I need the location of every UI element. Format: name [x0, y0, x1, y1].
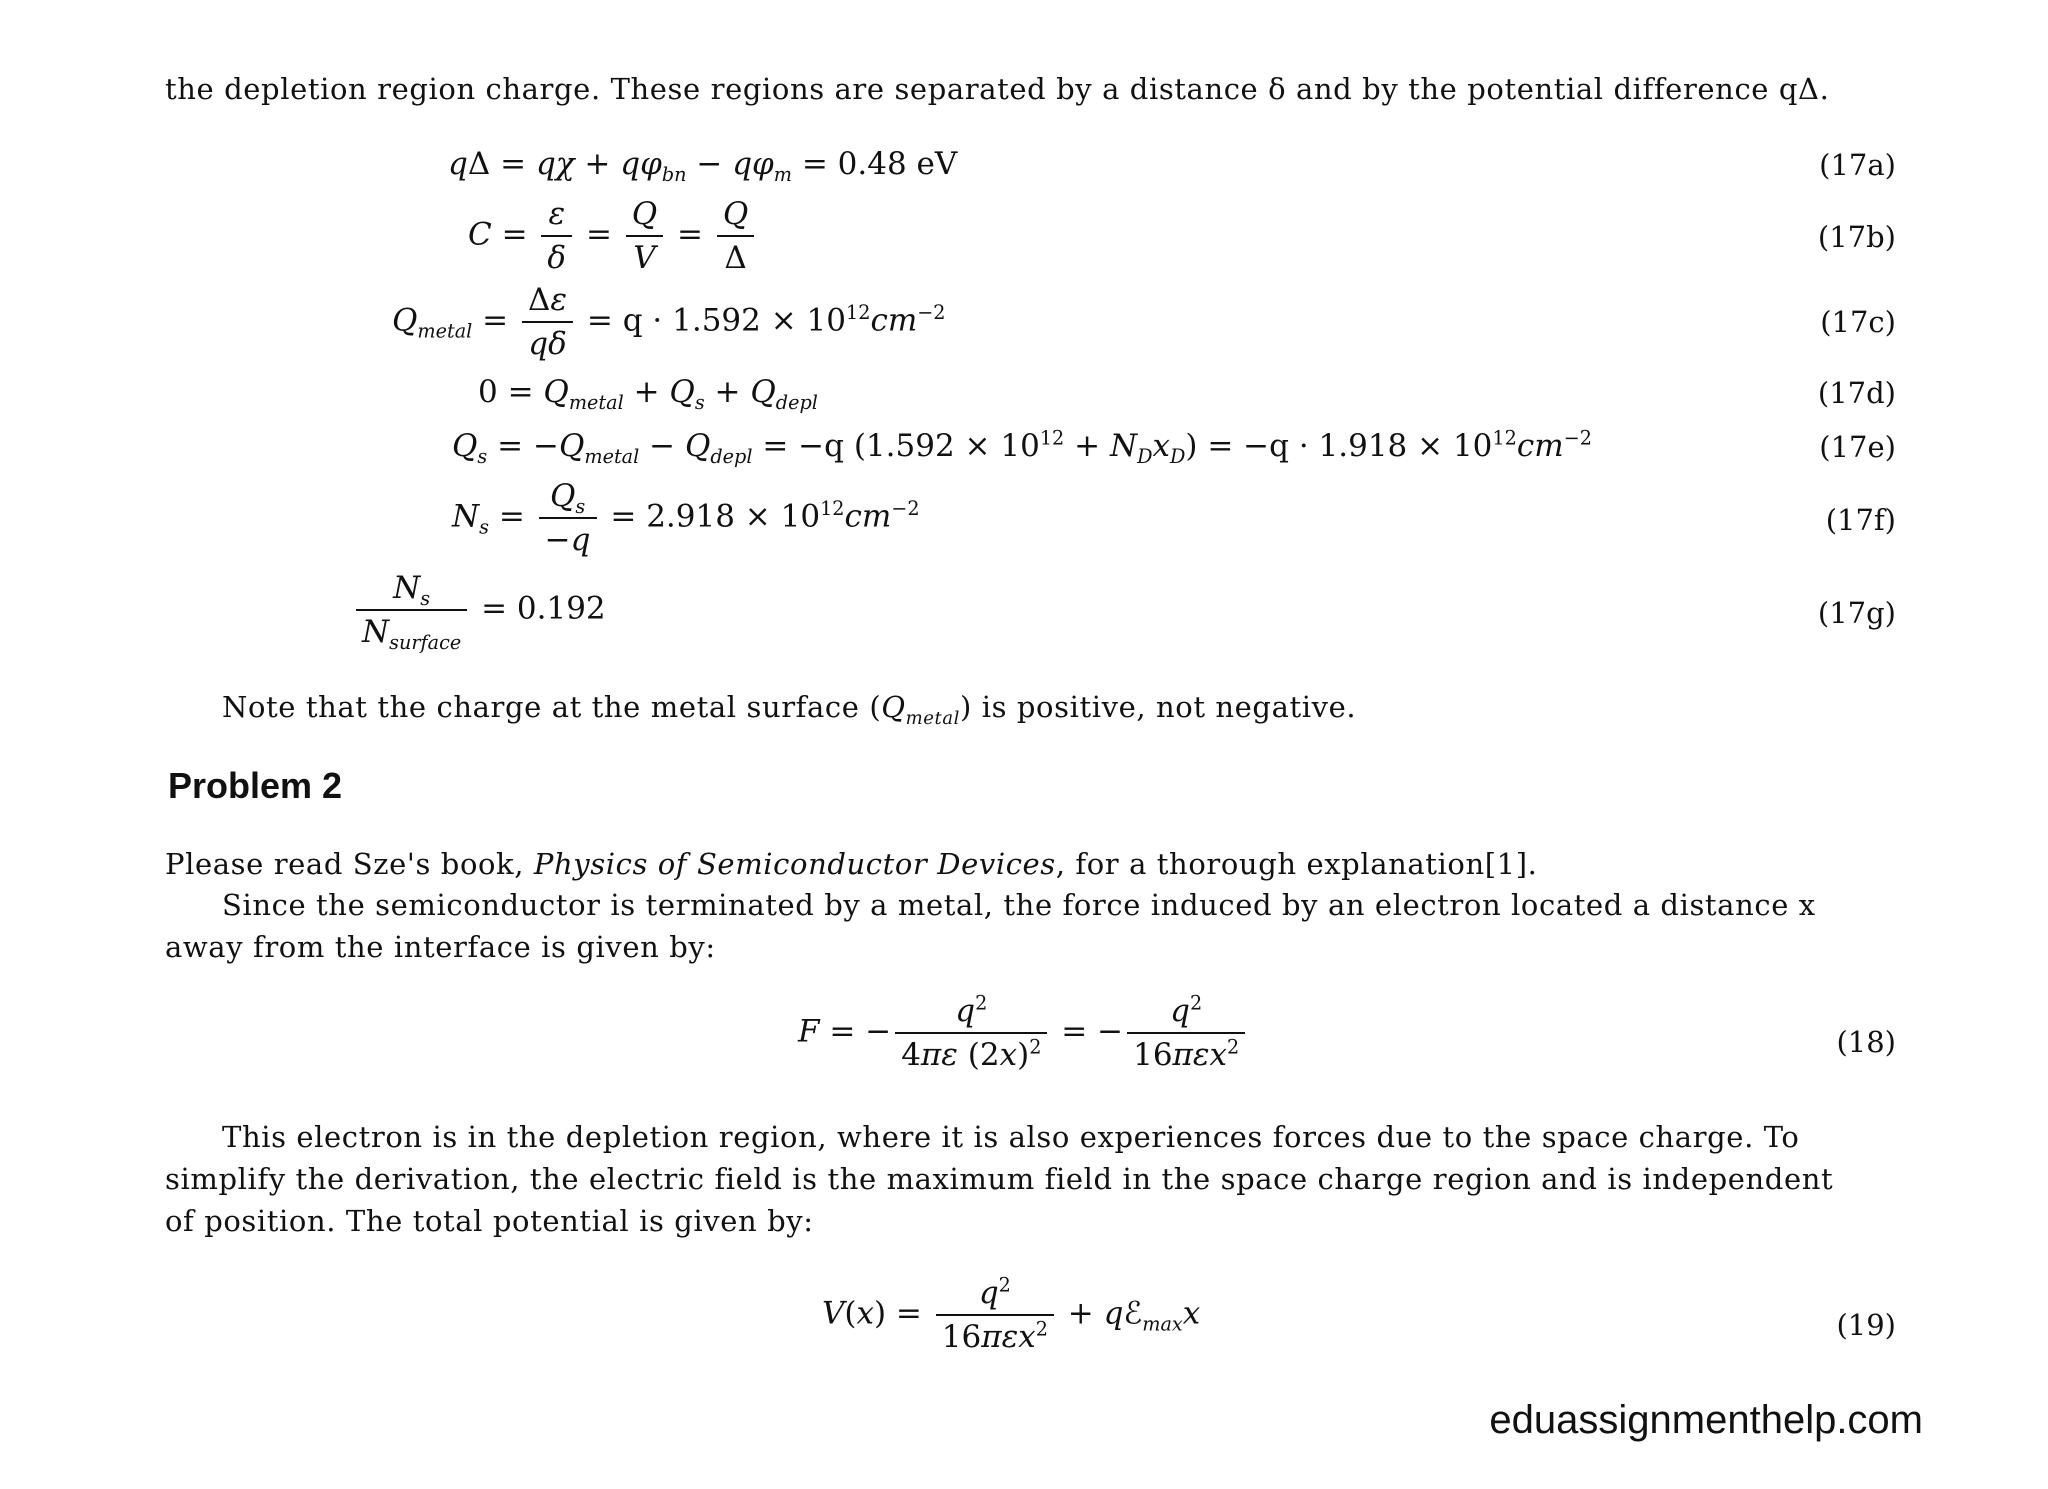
- equation-17a-value: = 0.48 eV: [801, 146, 958, 182]
- equation-18-number: (18): [1836, 1025, 1896, 1059]
- equation-17f-value: = 2.918 × 10: [610, 498, 821, 535]
- paragraph-potential-line1: This electron is in the depletion region, where it is also experiences forces due to the space charge. To: [222, 1120, 1800, 1154]
- equation-17f-number: (17f): [1825, 503, 1896, 537]
- equation-17g: $\frac{N_s}{N_{surface}}$ = 0.192: [352, 570, 606, 650]
- equation-17e-mid: = −q (1.592 × 10: [762, 428, 1040, 464]
- p1-after: , for a thorough explanation[1].: [1055, 847, 1538, 881]
- equation-17b: C = $\frac{\varepsilon}{\delta}$ = $\frac{Q}{V}$ = $\frac{Q}{\Delta}$: [468, 196, 758, 276]
- equation-17f-unit-exp: −2: [891, 497, 920, 521]
- equation-17f-exp: 12: [820, 497, 845, 521]
- equation-19: V(x) = $\frac{q^2}{16\pi\varepsilon x^2}$ + qℰ$_{max}$x: [822, 1273, 1201, 1355]
- note-after: ) is positive, not negative.: [959, 690, 1357, 724]
- paragraph-sze: [165, 847, 1537, 881]
- equation-17c-exp: 12: [846, 301, 871, 325]
- paragraph-force-line1: Since the semiconductor is terminated by a metal, the force induced by an electron located a distance x: [222, 888, 1816, 922]
- equation-17e-end: = −q · 1.918 × 10: [1207, 428, 1493, 464]
- note-line: Note that the charge at the metal surface $(Q_{metal})$ is positive, not negative.: [222, 690, 1357, 729]
- equation-17c: $Q_{metal}$ = $\frac{\Delta\varepsilon}{q\delta}$ = $q \cdot 1.592 \times 10^{12}cm^{-2}$: [392, 282, 946, 362]
- equation-18: F = − $\frac{q^2}{4\pi\varepsilon (2x)^2}$ = − $\frac{q^2}{16\pi\varepsilon x^2}$: [798, 993, 1249, 1073]
- paragraph-force-line2: away from the interface is given by:: [165, 930, 716, 964]
- paragraph-potential-line3: of position. The total potential is given by:: [165, 1204, 814, 1238]
- equation-17e: $Q_s = -Q_{metal} - Q_{depl} = -q$ $(1.592 \times 10^{12} + N_Dx_D) = -q \cdot 1.918 \times 10^{12}cm^{-2}$: [452, 426, 1592, 469]
- book-title: Physics of Semiconductor Devices: [533, 847, 1056, 881]
- equation-17f-unit: cm: [844, 498, 892, 535]
- equation-19-number: (19): [1836, 1308, 1896, 1342]
- equation-17e-end-exp: 12: [1492, 426, 1517, 450]
- equation-17d-number: (17d): [1817, 376, 1896, 410]
- equation-17a: $q\Delta = q\chi + q\varphi_{bn} - q\varphi_m = 0.48$ eV: [448, 146, 958, 187]
- intro-line: the depletion region charge. These regions are separated by a distance δ and by the potential difference qΔ.: [165, 72, 1830, 106]
- equation-17g-number: (17g): [1817, 596, 1896, 630]
- note-before: Note that the charge at the metal surface (: [222, 690, 882, 724]
- equation-17g-value: = 0.192: [481, 590, 606, 627]
- footer-watermark: eduassignmenthelp.com: [1489, 1398, 1923, 1442]
- equation-17f: $N_s$ = $\frac{Q_s}{-q}$ = $2.918 \times 10^{12}cm^{-2}$: [452, 478, 920, 558]
- equation-17d: $0 = Q_{metal} + Q_s + Q_{depl}$: [478, 374, 818, 415]
- problem-heading: Problem 2: [168, 765, 343, 806]
- equation-17c-value: = q · 1.592 × 10: [586, 302, 847, 339]
- equation-17c-unit: cm: [870, 302, 918, 339]
- paragraph-potential-line2: simplify the derivation, the electric field is the maximum field in the space charge region and is independent: [165, 1162, 1834, 1196]
- equation-17b-number: (17b): [1817, 220, 1896, 254]
- p1-before: Please read Sze's book,: [165, 847, 534, 881]
- equation-17e-unit: cm: [1516, 428, 1564, 464]
- equation-17c-number: (17c): [1820, 305, 1896, 339]
- equation-17c-unit-exp: −2: [917, 301, 946, 325]
- equation-17e-mid-exp: 12: [1039, 426, 1065, 450]
- equation-17e-unit-exp: −2: [1563, 426, 1592, 450]
- equation-17a-number: (17a): [1819, 148, 1896, 182]
- equation-17e-number: (17e): [1819, 430, 1896, 464]
